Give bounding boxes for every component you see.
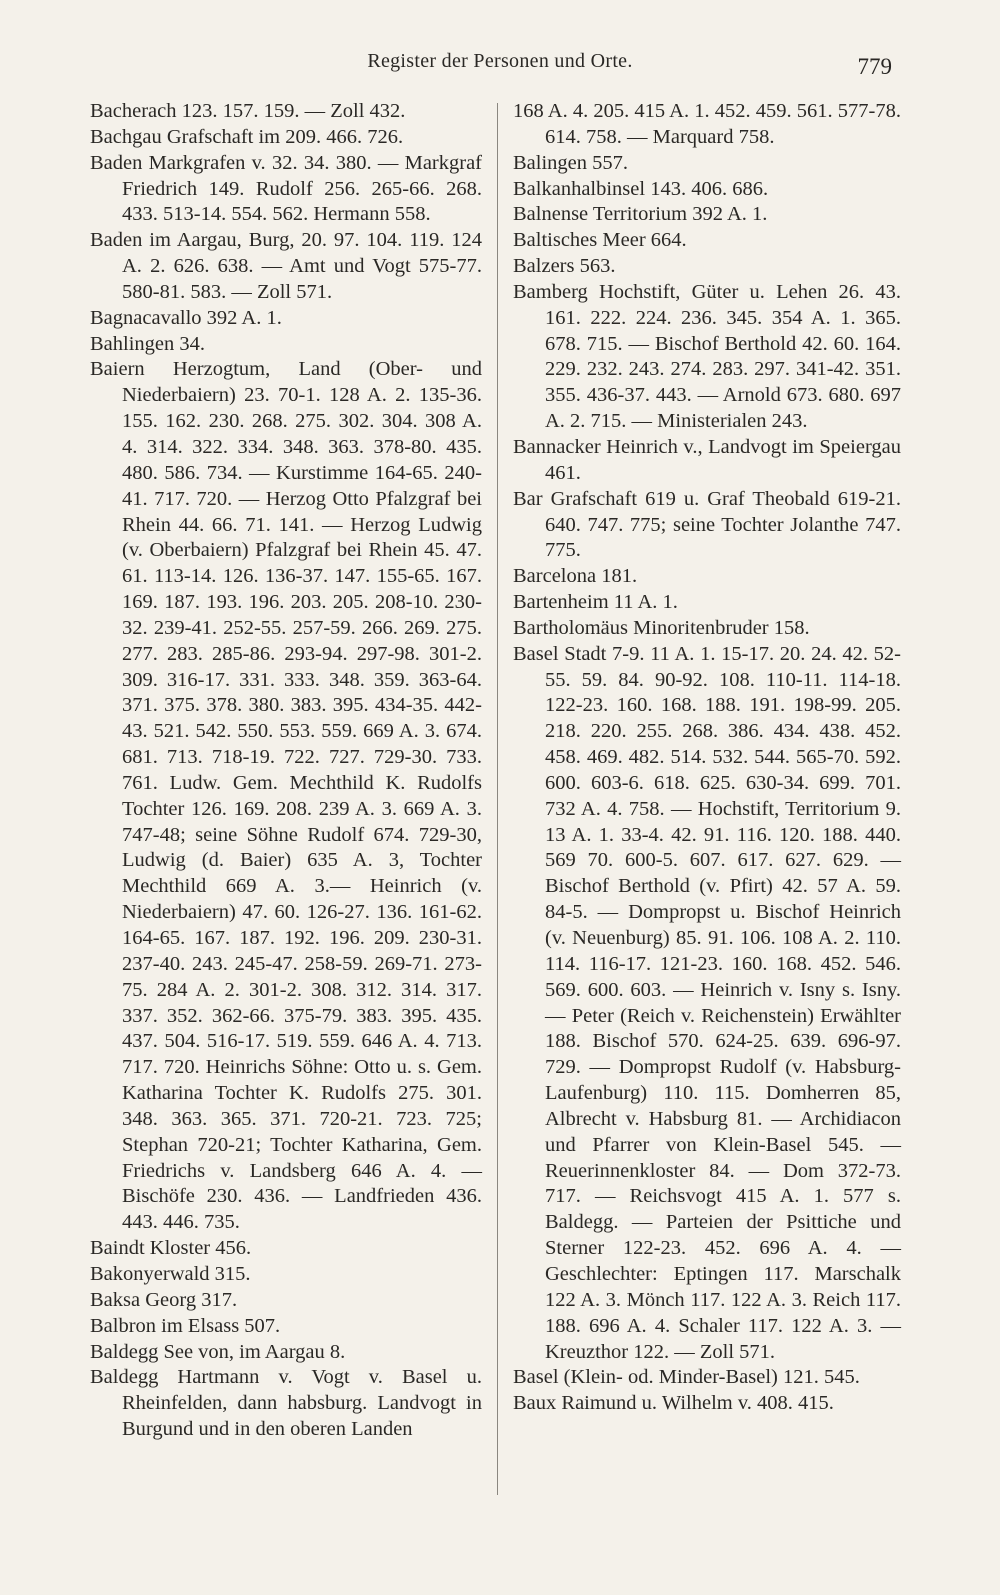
index-entry: Balbron im Elsass 507. [90,1314,281,1337]
index-column-left [90,99,482,1443]
index-entry: Balnense Territorium 392 A. 1. [513,203,768,226]
index-entry: Balingen 557. [513,151,629,174]
column-divider [497,103,498,1495]
page-number: 779 [857,54,892,79]
index-entry: Bannacker Heinrich v., Landvogt im Speiergau 461. [513,435,901,484]
index-entry: Bakonyerwald 315. [90,1262,251,1285]
index-entry: Baden Markgrafen v. 32. 34. 380. — Markgraf Friedrich 149. Rudolf 256. 265-66. 268. 433. 513-14. 554. 562. Hermann 558. [90,151,482,226]
index-entry: Baindt Kloster 456. [90,1237,252,1260]
index-entry: Baksa Georg 317. [90,1288,238,1311]
index-entry: Bartholomäus Minoritenbruder 158. [513,616,810,639]
index-column-right [513,99,901,1417]
index-entry: Barcelona 181. [513,565,638,588]
running-title: Register der Personen und Orte. [367,50,633,72]
index-entry: Basel Stadt 7-9. 11 A. 1. 15-17. 20. 24. 42. 52-55. 59. 84. 90-92. 108. 110-11. 114-18. 122-23. 160. 168. 188. 191. 198-99. 205. 218. 220. 255. 268. 386. 434. 438. 452. 458. 469. 482. 514. 532. 544. 565-70. 592. 600. 603-6. 618. 625. 630-34. 699. 701. 732 A. 4. 758. — Hochstift, Territorium 9. 13 A. 1. 33-4. 42. 91. 116. 120. 188. 440. 569 70. 600-5. 607. 617. 627. 629. — Bischof Berthold (v. Pfirt) 42. 57 A. 59. 84-5. — Dompropst u. Bischof Heinrich (v. Neuenburg) 85. 91. 106. 108 A. 2. 110. 114. 116-17. 121-23. 160. 168. 452. 546. 569. 600. 603. — Heinrich v. Isny s. Isny. — Peter (Reich v. Reichenstein) Erwählter 188. Bischof 570. 624-25. 639. 696-97. 729. — Dompropst Rudolf (v. Habsburg-Laufenburg) 110. 115. Domherren 85, Albrecht v. Habsburg 81. — Archidiacon und Pfarrer von Klein-Basel 545. — Reuerinnenkloster 84. — Dom 372-73. 717. — Reichsvogt 415 A. 1. 577 s. Baldegg. — Parteien der Psittiche und Sterner 122-23. 452. 696 A. 4. — Geschlechter: Eptingen 117. Marschalk 122 A. 3. Mönch 117. 122 A. 3. Reich 117. 188. 696 A. 4. Schaler 117. 122 A. 3. — Kreuzthor 122. — Zoll 571. [513,642,901,1363]
index-entry: Bachgau Grafschaft im 209. 466. 726. [90,125,404,148]
index-entry: Basel (Klein- od. Minder-Basel) 121. 545. [513,1366,860,1389]
page-header [0,46,1000,80]
index-entry: 168 A. 4. 205. 415 A. 1. 452. 459. 561. 577-78. 614. 758. — Marquard 758. [513,100,901,148]
index-entry: Baldegg See von, im Aargau 8. [90,1340,346,1363]
index-entry: Bacherach 123. 157. 159. — Zoll 432. [90,100,406,122]
index-entry: Balkanhalbinsel 143. 406. 686. [513,177,769,200]
index-entry: Bagnacavallo 392 A. 1. [90,306,282,329]
index-entry: Bahlingen 34. [90,332,206,355]
index-entry: Balzers 563. [513,255,616,278]
index-entry: Bamberg Hochstift, Güter u. Lehen 26. 43. 161. 222. 224. 236. 345. 354 A. 1. 365. 678. 715. — Bischof Berthold 42. 60. 164. 229. 232. 243. 274. 283. 297. 341-42. 351. 355. 436-37. 443. — Arnold 673. 680. 697 A. 2. 715. — Ministerialen 243. [513,280,901,433]
index-entry: Baux Raimund u. Wilhelm v. 408. 415. [513,1392,834,1415]
index-entry: Baldegg Hartmann v. Vogt v. Basel u. Rheinfelden, dann habsburg. Landvogt in Burgund und in den oberen Landen [90,1366,482,1441]
index-entry: Baden im Aargau, Burg, 20. 97. 104. 119. 124 A. 2. 626. 638. — Amt und Vogt 575-77. 580-81. 583. — Zoll 571. [90,229,482,303]
index-entry: Bartenheim 11 A. 1. [513,591,678,614]
index-entry: Bar Grafschaft 619 u. Graf Theobald 619-21. 640. 747. 775; seine Tochter Jolanthe 747. 775. [513,487,901,562]
index-entry: Baiern Herzogtum, Land (Ober- und Niederbaiern) 23. 70-1. 128 A. 2. 135-36. 155. 162. 230. 268. 275. 302. 304. 308 A. 4. 314. 322. 334. 348. 363. 378-80. 435. 480. 586. 734. — Kurstimme 164-65. 240-41. 717. 720. — Herzog Otto Pfalzgraf bei Rhein 44. 66. 71. 141. — Herzog Ludwig (v. Oberbaiern) Pfalzgraf bei Rhein 45. 47. 61. 113-14. 126. 136-37. 147. 155-65. 167. 169. 187. 193. 196. 203. 205. 208-10. 230-32. 239-41. 252-55. 257-59. 266. 269. 275. 277. 283. 285-86. 293-94. 297-98. 301-2. 309. 316-17. 331. 333. 348. 359. 363-64. 371. 375. 378. 380. 383. 395. 434-35. 442-43. 521. 542. 550. 553. 559. 669 A. 3. 674. 681. 713. 718-19. 722. 727. 729-30. 733. 761. Ludw. Gem. Mechthild K. Rudolfs Tochter 126. 169. 208. 239 A. 3. 669 A. 3. 747-48; seine Söhne Rudolf 674. 729-30, Ludwig (d. Baier) 635 A. 3, Tochter Mechthild 669 A. 3.— Heinrich (v. Niederbaiern) 47. 60. 126-27. 136. 161-62. 164-65. 167. 187. 192. 196. 209. 230-31. 237-40. 243. 245-47. 258-59. 269-71. 273-75. 284 A. 2. 301-2. 308. 312. 314. 317. 337. 352. 362-66. 375-79. 383. 395. 435. 437. 504. 516-17. 519. 559. 646 A. 4. 713. 717. 720. Heinrichs Söhne: Otto u. s. Gem. Katharina Tochter K. Rudolfs 275. 301. 348. 363. 365. 371. 720-21. 723. 725; Stephan 720-21; Tochter Katharina, Gem. Friedrichs v. Landsberg 646 A. 4. — Bischöfe 230. 436. — Landfrieden 436. 443. 446. 735. [90,358,482,1234]
index-entry: Baltisches Meer 664. [513,229,687,252]
